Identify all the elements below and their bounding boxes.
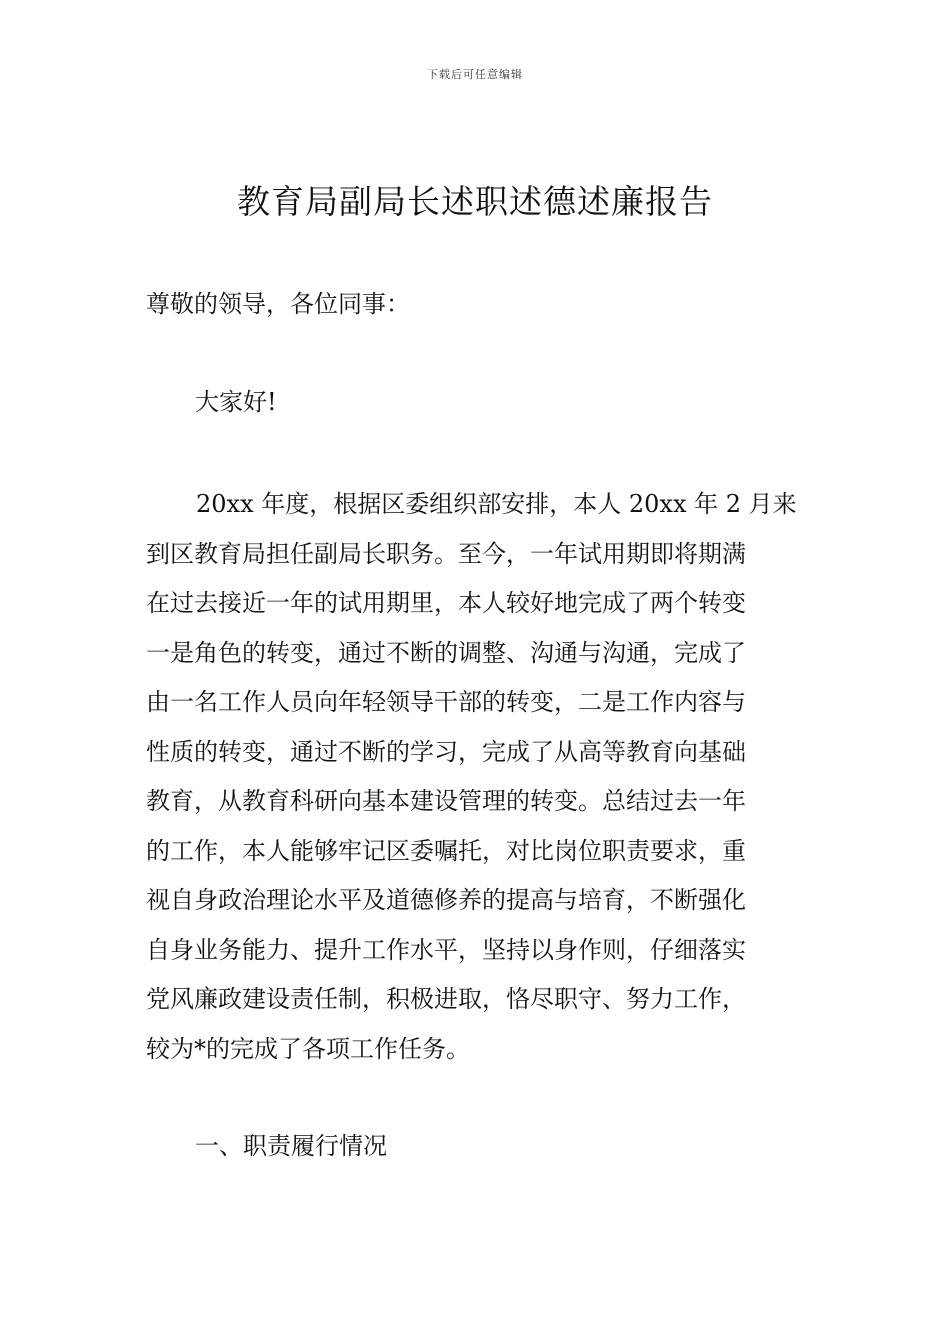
paragraph-line: 党风廉政建设责任制，积极进取，恪尽职守、努力工作， xyxy=(146,985,746,1013)
paragraph-line: 在过去接近一年的试用期里，本人较好地完成了两个转变 xyxy=(146,589,746,617)
paragraph-line: 20xx 年度，根据区委组织部安排，本人 20xx 年 2 月来 xyxy=(196,490,797,518)
paragraph-line: 自身业务能力、提升工作水平，坚持以身作则，仔细落实 xyxy=(146,935,746,964)
greeting: 大家好! xyxy=(195,388,277,416)
section-heading: 一、职责履行情况 xyxy=(195,1132,387,1160)
paragraph-line: 视自身政治理论水平及道德修养的提高与培育，不断强化 xyxy=(146,886,746,914)
paragraph-line: 性质的转变，通过不断的学习，完成了从高等教育向基础 xyxy=(146,737,746,766)
paragraph-line: 一是角色的转变，通过不断的调整、沟通与沟通，完成了 xyxy=(146,638,746,667)
document-title: 教育局副局长述职述德述廉报告 xyxy=(237,182,713,221)
paragraph-line: 的工作，本人能够牢记区委嘱托，对比岗位职责要求，重 xyxy=(146,836,746,865)
paragraph-line: 教育，从教育科研向基本建设管理的转变。总结过去一年 xyxy=(146,787,746,815)
paragraph-line: 由一名工作人员向年轻领导干部的转变，二是工作内容与 xyxy=(146,688,746,716)
body-paragraph xyxy=(146,480,811,1074)
paragraph-line: 到区教育局担任副局长职务。至今，一年试用期即将期满 xyxy=(146,539,746,568)
salutation: 尊敬的领导，各位同事： xyxy=(146,290,410,318)
header-note: 下载后可任意编辑 xyxy=(427,68,523,81)
paragraph-line: 较为*的完成了各项工作任务。 xyxy=(146,1034,470,1063)
